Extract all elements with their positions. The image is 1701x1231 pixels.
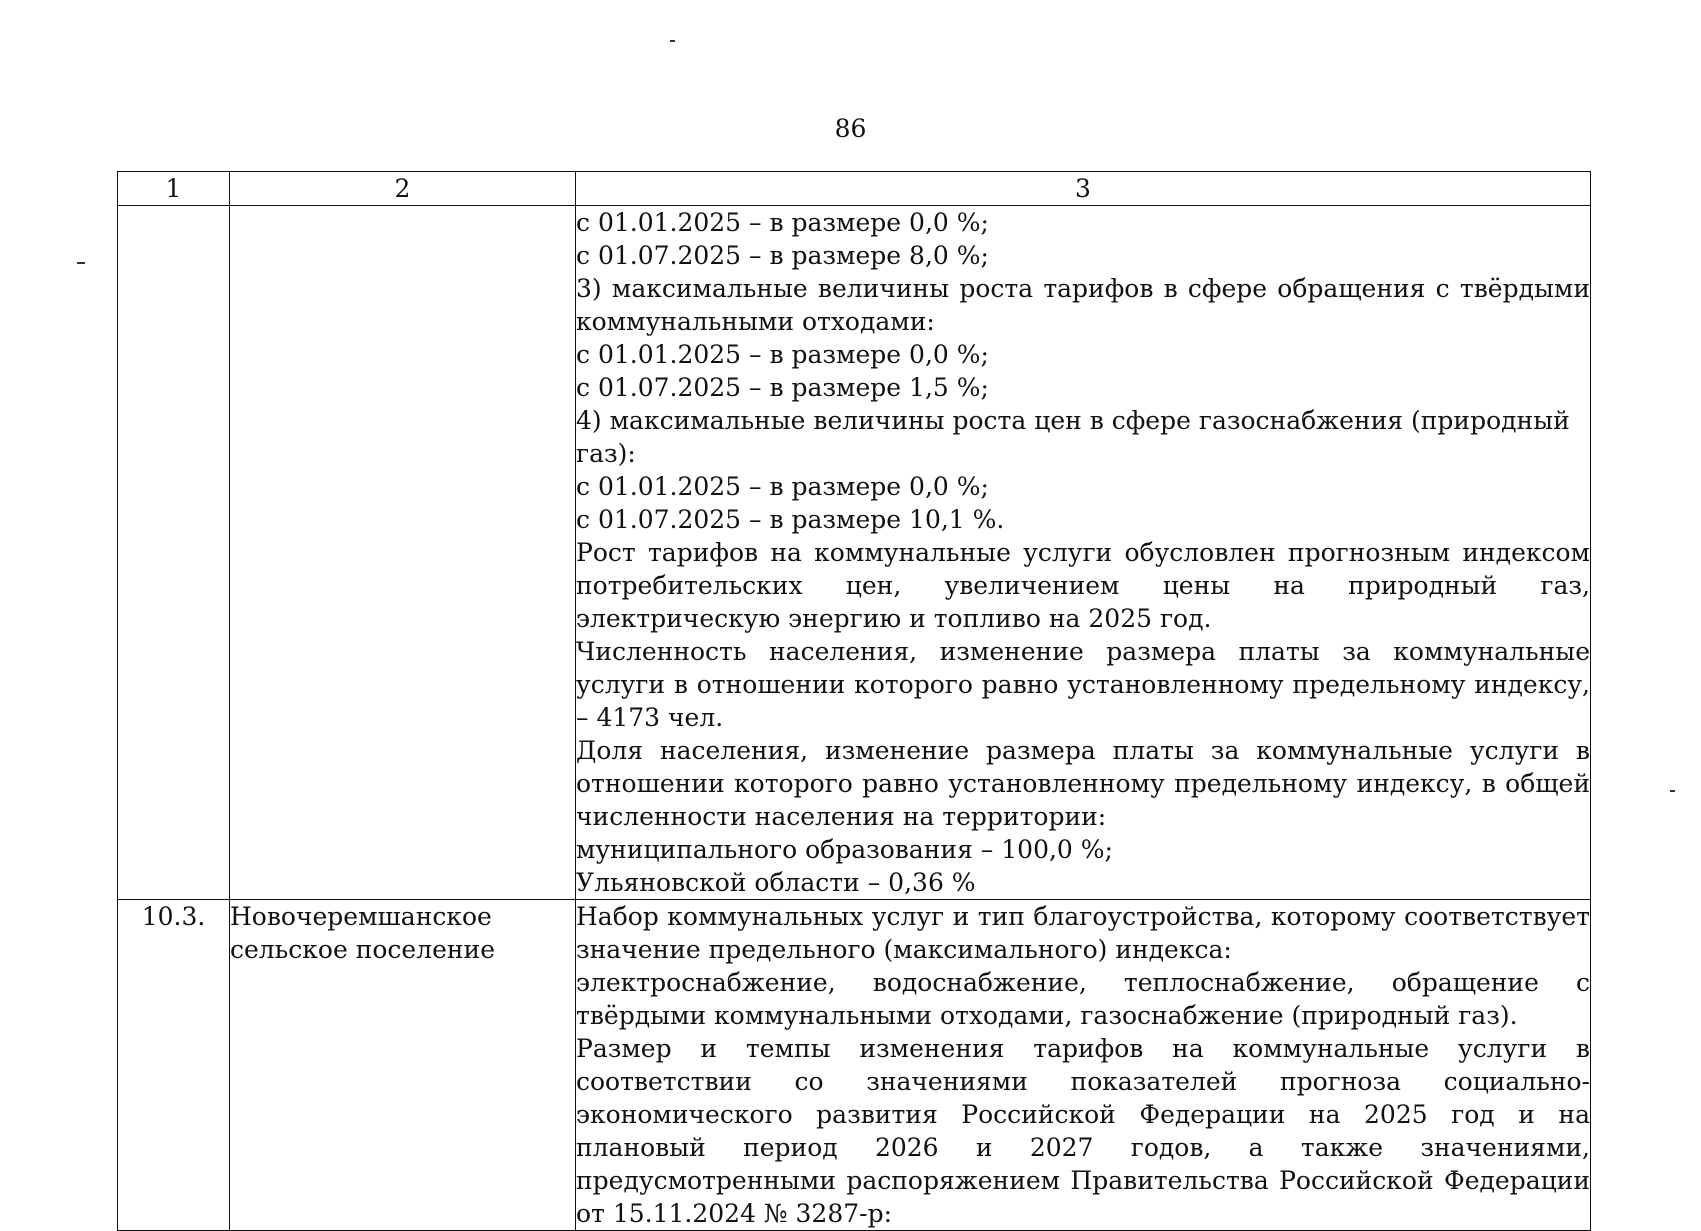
- text-paragraph: [576, 1032, 1590, 1230]
- text-paragraph: [576, 338, 1590, 371]
- table-row: [118, 206, 1591, 900]
- text-line: с 01.07.2025 – в размере 8,0 %;: [576, 241, 989, 270]
- text-line: 4) максимальные величины роста цен в сфере газоснабжения (природный газ):: [576, 406, 1570, 468]
- text-line: электроснабжение, водоснабжение, теплоснабжение, обращение с твёрдыми коммунальными отходами, газоснабжение (природный газ).: [576, 968, 1590, 1030]
- text-paragraph: [576, 272, 1590, 338]
- table-header-row: [118, 172, 1591, 206]
- row-number: 10.3.: [118, 900, 230, 1231]
- text-paragraph: [576, 866, 1590, 899]
- row-text: [576, 206, 1591, 900]
- row-number: [118, 206, 230, 900]
- text-line: с 01.01.2025 – в размере 0,0 %;: [576, 208, 989, 237]
- text-line: муниципального образования – 100,0 %;: [576, 835, 1113, 864]
- text-line: с 01.07.2025 – в размере 10,1 %.: [576, 505, 1005, 534]
- tariff-table: [117, 171, 1591, 1231]
- page-number: 86: [834, 114, 867, 143]
- text-paragraph: [576, 404, 1590, 470]
- scan-mark-right: [1670, 790, 1675, 792]
- text-paragraph: [576, 966, 1590, 1032]
- text-paragraph: [576, 900, 1590, 966]
- settlement-name: Новочеремшанское сельское поселение: [230, 900, 576, 1231]
- text-paragraph: [576, 833, 1590, 866]
- text-paragraph: [576, 635, 1590, 734]
- text-line: Набор коммунальных услуг и тип благоустройства, которому соответствует значение предельного (максимального) индекса:: [576, 902, 1590, 964]
- settlement-name: [230, 206, 576, 900]
- text-line: с 01.07.2025 – в размере 1,5 %;: [576, 373, 989, 402]
- header-cell-2: 2: [230, 172, 576, 206]
- text-line: с 01.01.2025 – в размере 0,0 %;: [576, 472, 989, 501]
- scan-mark-left: [77, 262, 85, 264]
- text-line: с 01.01.2025 – в размере 0,0 %;: [576, 340, 989, 369]
- text-paragraph: [576, 503, 1590, 536]
- table-row: [118, 900, 1591, 1231]
- text-line: 3) максимальные величины роста тарифов в сфере обращения с твёрдыми коммунальными отходами:: [576, 274, 1590, 336]
- text-paragraph: [576, 239, 1590, 272]
- text-line: Рост тарифов на коммунальные услуги обусловлен прогнозным индексом потребительских цен, увеличением цены на природный газ, электрическую энергию и топливо на 2025 год.: [576, 538, 1590, 633]
- row-text: [576, 900, 1591, 1231]
- scan-mark-top: [670, 40, 675, 42]
- text-line: Ульяновской области – 0,36 %: [576, 868, 976, 897]
- text-paragraph: [576, 206, 1590, 239]
- text-paragraph: [576, 470, 1590, 503]
- text-line: Численность населения, изменение размера платы за коммунальные услуги в отношении которого равно установленному предельному индексу, – 4173 чел.: [576, 637, 1590, 732]
- text-line: Размер и темпы изменения тарифов на коммунальные услуги в соответствии со значениями показателей прогноза социально-экономического развития Российской Федерации на 2025 год и на плановый период 2026 и 2027 годов, а также значениями, предусмотренными распоряжением Правительства Российской Федерации от 15.11.2024 № 3287-р:: [576, 1034, 1590, 1228]
- header-cell-3: 3: [576, 172, 1591, 206]
- text-paragraph: [576, 371, 1590, 404]
- header-cell-1: 1: [118, 172, 230, 206]
- text-line: Доля населения, изменение размера платы за коммунальные услуги в отношении которого равно установленному предельному индексу, в общей численности населения на территории:: [576, 736, 1590, 831]
- text-paragraph: [576, 734, 1590, 833]
- text-paragraph: [576, 536, 1590, 635]
